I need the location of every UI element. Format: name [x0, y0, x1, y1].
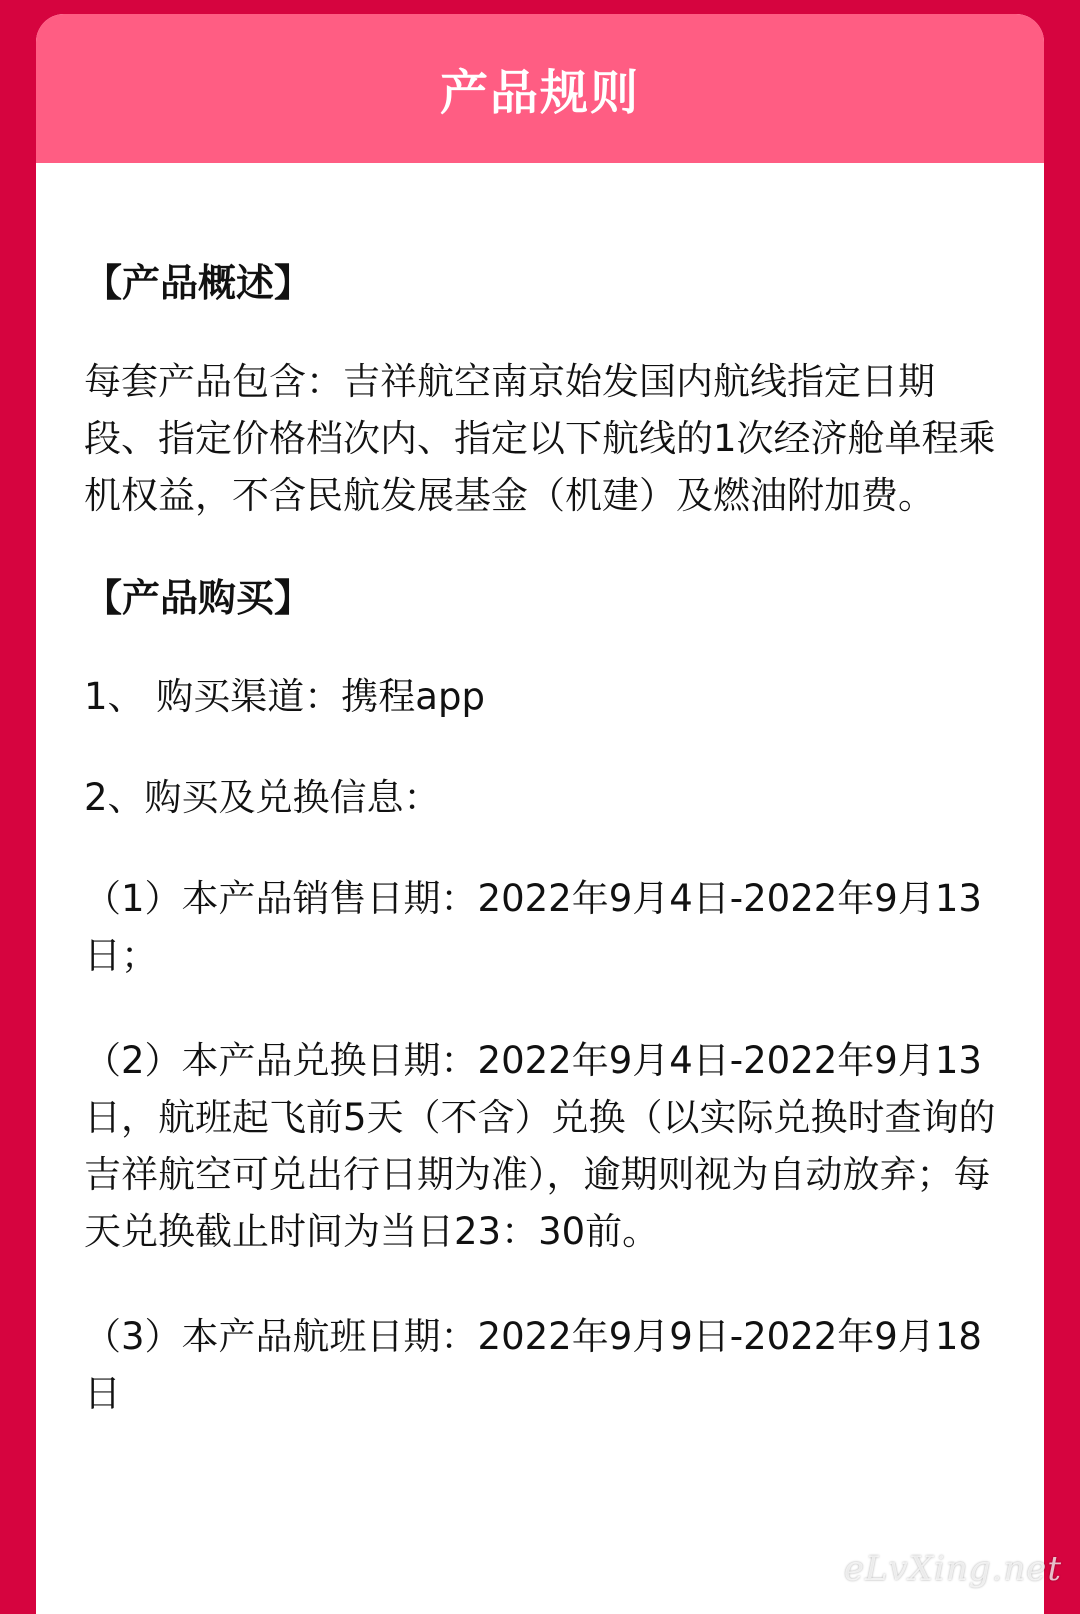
watermark-logo: eLvXing.net — [843, 1549, 1062, 1589]
flight-date-item: （3）本产品航班日期：2022年9月9日-2022年9月18日 — [84, 1315, 982, 1415]
overview-heading: 【产品概述】 — [84, 261, 313, 305]
redeem-date-item: （2）本产品兑换日期：2022年9月4日-2022年9月13日，航班起飞前5天（不含）兑换（以实际兑换时查询的吉祥航空可兑出行日期为准），逾期则视为自动放弃；每天兑换截止时间为当日23：30前。 — [84, 1039, 996, 1253]
purchase-info-title: 2、购买及兑换信息： — [84, 776, 441, 819]
page-title: 产品规则 — [439, 65, 640, 121]
overview-text: 每套产品包含：吉祥航空南京始发国内航线指定日期段、指定价格档次内、指定以下航线的1次经济舱单程乘机权益，不含民航发展基金（机建）及燃油附加费。 — [84, 360, 996, 517]
card-header — [36, 14, 1044, 163]
purchase-heading: 【产品购买】 — [84, 576, 313, 620]
rules-card — [36, 14, 1044, 1614]
sale-date-item: （1）本产品销售日期：2022年9月4日-2022年9月13日； — [84, 877, 982, 977]
purchase-channel: 1、 购买渠道：携程app — [84, 675, 485, 718]
rules-content — [36, 163, 1044, 1422]
